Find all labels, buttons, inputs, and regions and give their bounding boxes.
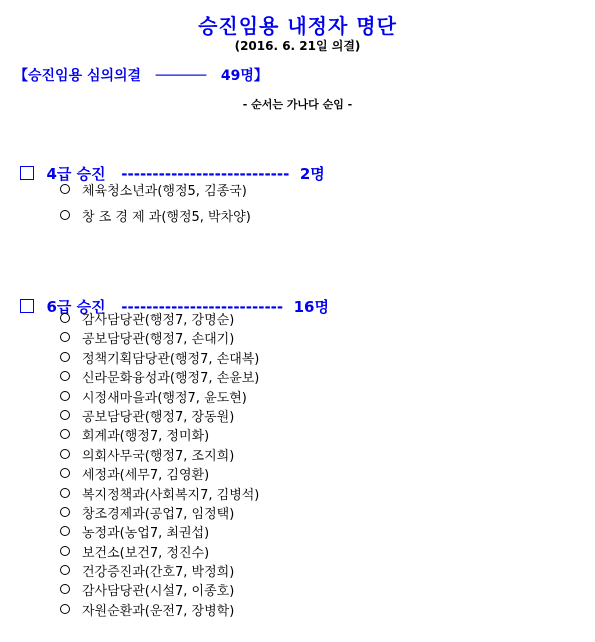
list-item-text: 의회사무국(행정7, 조지희) — [82, 448, 235, 464]
list-item-text: 보건소(보건7, 정진수) — [82, 545, 210, 561]
list-item — [60, 208, 251, 227]
list-item — [60, 350, 259, 369]
list-item-text: 공보담당관(행정7, 손대기) — [82, 332, 235, 348]
list-item-text: 건강증진과(간호7, 박정희) — [82, 565, 235, 581]
circle-bullet-icon — [60, 332, 70, 342]
list-item-text: 세정과(세무7, 김영환) — [82, 468, 210, 484]
checkbox-square-icon — [20, 299, 34, 313]
list-item — [60, 447, 259, 466]
list-item-text: 복지정책과(사회복지7, 김병석) — [82, 487, 260, 503]
list-item-text: 회계과(행정7, 정미화) — [82, 429, 210, 445]
list-item — [60, 466, 259, 485]
circle-bullet-icon — [60, 371, 70, 381]
list-item-text: 체육청소년과(행정5, 김종국) — [82, 184, 247, 199]
section-header-grade4 — [10, 145, 325, 184]
page-title: 승진임용 내정자 명단 — [198, 14, 397, 38]
list-item — [60, 369, 259, 388]
circle-bullet-icon — [60, 184, 70, 194]
circle-bullet-icon — [60, 391, 70, 401]
list-item — [60, 602, 259, 621]
circle-bullet-icon — [60, 526, 70, 536]
list-item — [60, 505, 259, 524]
circle-bullet-icon — [60, 507, 70, 517]
list-item — [60, 524, 259, 543]
list-item — [60, 182, 251, 208]
list-item — [60, 389, 259, 408]
list-item — [60, 330, 259, 349]
list-item-text: 공보담당관(행정7, 장동원) — [82, 409, 235, 425]
list-item-text: 시정새마을과(행정7, 윤도현) — [82, 390, 247, 406]
circle-bullet-icon — [60, 352, 70, 362]
circle-bullet-icon — [60, 584, 70, 594]
list-item-text: 감사담당관(시설7, 이종호) — [82, 584, 235, 600]
section-dashes: -------------------------- — [121, 298, 284, 316]
section-count: 16명 — [293, 298, 329, 316]
list-item — [60, 486, 259, 505]
circle-bullet-icon — [60, 604, 70, 614]
list-item — [60, 311, 259, 330]
list-item — [60, 544, 259, 563]
grade4-list — [60, 182, 251, 227]
circle-bullet-icon — [60, 449, 70, 459]
grade6-list — [60, 311, 259, 621]
list-item — [60, 563, 259, 582]
list-item-text: 농정과(농업7, 최권섭) — [82, 526, 210, 542]
list-item-text: 자원순환과(운전7, 장병학) — [82, 603, 235, 619]
circle-bullet-icon — [60, 488, 70, 498]
section-label: 4급 승진 — [46, 165, 106, 183]
circle-bullet-icon — [60, 210, 70, 220]
list-item — [60, 582, 259, 601]
list-item — [60, 427, 259, 446]
section-dashes: --------------------------- — [121, 165, 290, 183]
circle-bullet-icon — [60, 565, 70, 575]
circle-bullet-icon — [60, 429, 70, 439]
list-item-text: 정책기획담당관(행정7, 손대복) — [82, 351, 260, 367]
circle-bullet-icon — [60, 468, 70, 478]
list-item-text: 창 조 경 제 과(행정5, 박차양) — [82, 210, 251, 225]
list-item — [60, 408, 259, 427]
section-label: 6급 승진 — [46, 298, 106, 316]
resolution-date: (2016. 6. 21일 의결) — [234, 39, 361, 53]
section-count: 2명 — [299, 165, 325, 183]
list-item-text: 신라문화융성과(행정7, 손윤보) — [82, 371, 260, 387]
order-note: - 순서는 가나다 순임 - — [242, 98, 353, 111]
circle-bullet-icon — [60, 313, 70, 323]
checkbox-square-icon — [20, 166, 34, 180]
circle-bullet-icon — [60, 546, 70, 556]
list-item-text: 창조경제과(공업7, 임정택) — [82, 506, 235, 522]
circle-bullet-icon — [60, 410, 70, 420]
deliberation-summary: 【승진임용 심의의결 ────── 49명】 — [14, 68, 268, 84]
list-item-text: 감사담당관(행정7, 강명순) — [82, 313, 235, 328]
